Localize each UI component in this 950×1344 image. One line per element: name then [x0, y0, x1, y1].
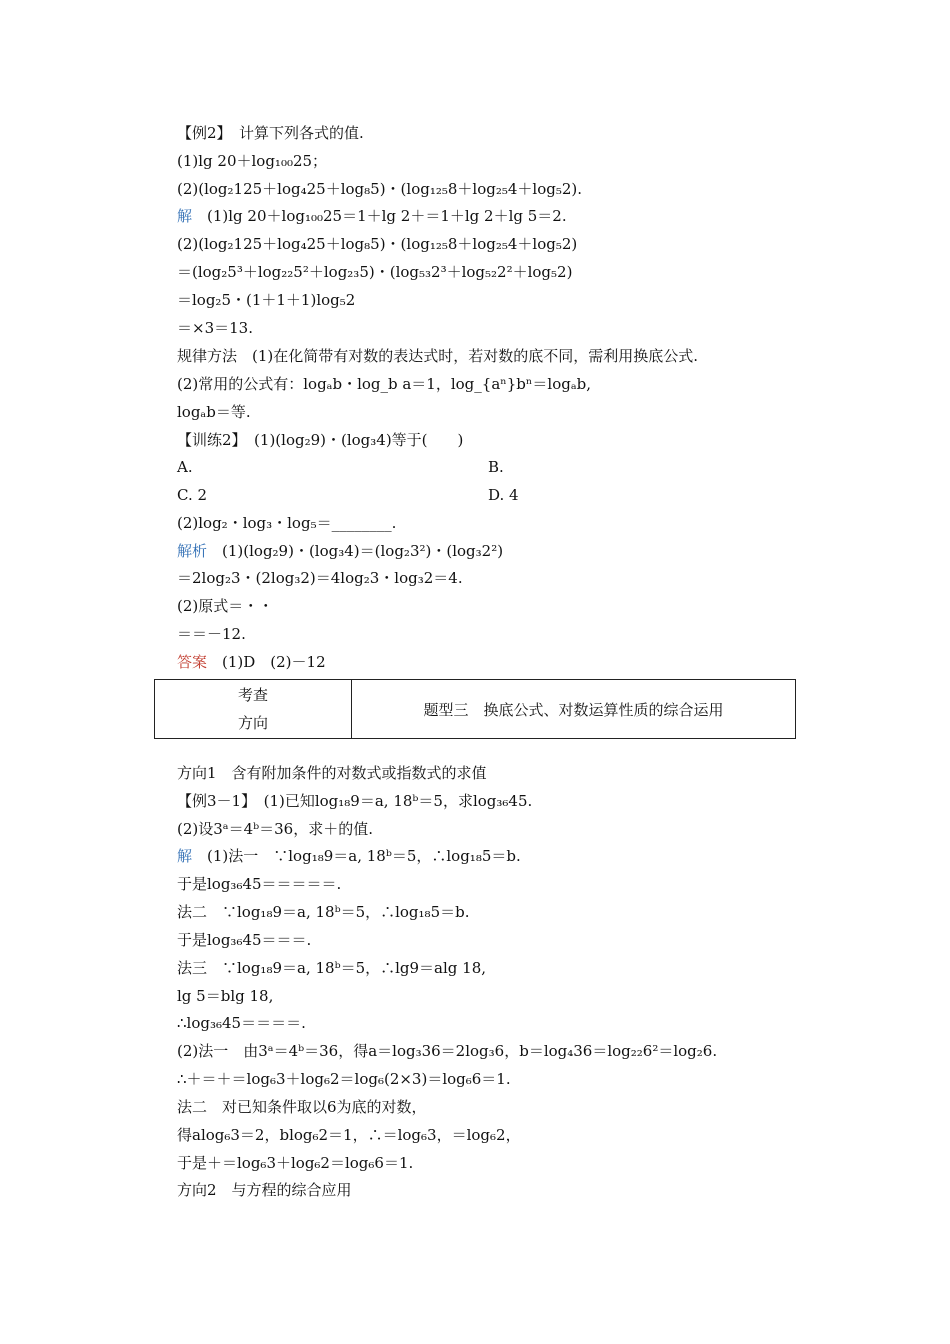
example-2-solution-2c: ＝log₂5・(1＋1＋1)log₅2 — [177, 291, 356, 309]
direction-1-heading: 方向1 含有附加条件的对数式或指数式的求值 — [177, 764, 487, 782]
example-2-solution-2a: (2)(log₂125＋log₄25＋log₈5)・(log₁₂₅8＋log₂₅4＋log₅2) — [177, 235, 578, 253]
option-d: D. 4 — [488, 486, 519, 504]
example-2-solution-2b: ＝(log₂5³＋log₂₂5²＋log₂₃5)・(log₅₃2³＋log₅₂2²＋log₅2) — [177, 263, 573, 281]
option-a: A. — [177, 458, 193, 476]
topic-direction-label-2: 方向 — [237, 714, 268, 732]
answer-label: 答案 — [177, 653, 208, 671]
example-3-1-question-2: (2)设3ᵃ＝4ᵇ＝36，求＋的值. — [177, 820, 373, 838]
example-3-1-solution-9: ∴＋＝＋＝log₆3＋log₆2＝log₆(2×3)＝log₆6＝1. — [177, 1070, 511, 1088]
direction-2-heading: 方向2 与方程的综合应用 — [177, 1181, 352, 1199]
option-b: B. — [488, 458, 504, 476]
example-2-solution-2d: ＝×3＝13. — [177, 319, 253, 337]
solution-text: (1)lg 20＋log₁₀₀25＝1＋lg 2＋＝1＋lg 2＋lg 5＝2. — [192, 207, 567, 225]
training-2-analysis-3: (2)原式＝・・ — [177, 597, 274, 615]
training-2-question-2: (2)log₂・log₃・log₅＝________. — [177, 514, 397, 532]
rule-method-2: (2)常用的公式有：logₐb・log_b a＝1，log_{aⁿ}bⁿ＝logₐb, — [177, 375, 591, 393]
example-2-heading: 【例2】 计算下列各式的值. — [177, 124, 364, 142]
rule-method-3: logₐb＝等. — [177, 403, 251, 421]
example-3-1-solution-12: 于是＋＝log₆3＋log₆2＝log₆6＝1. — [177, 1154, 414, 1172]
topic-direction-cell — [155, 680, 352, 739]
example-3-1-solution-4: 于是log₃₆45＝＝＝. — [177, 931, 312, 949]
example-3-1-solution-7: ∴log₃₆45＝＝＝＝. — [177, 1014, 306, 1032]
example-3-1-heading: 【例3－1】 (1)已知log₁₈9＝a, 18ᵇ＝5，求log₃₆45. — [177, 792, 533, 810]
example-2-question-2: (2)(log₂125＋log₄25＋log₈5)・(log₁₂₅8＋log₂₅4＋log₅2). — [177, 180, 583, 198]
answer-text: (1)D (2)－12 — [207, 653, 326, 671]
example-3-1-solution-3: 法二 ∵log₁₈9＝a, 18ᵇ＝5，∴log₁₈5＝b. — [177, 903, 470, 921]
topic-direction-label-1: 考查 — [237, 686, 268, 704]
training-2-analysis-2: ＝2log₂3・(2log₃2)＝4log₂3・log₃2＝4. — [177, 569, 463, 587]
solution-label-2: 解 — [177, 847, 193, 865]
rule-method-1: 规律方法 (1)在化简带有对数的表达式时，若对数的底不同，需利用换底公式. — [177, 347, 699, 365]
analysis-label: 解析 — [177, 542, 208, 560]
training-2-analysis-1 — [177, 541, 503, 561]
solution-label: 解 — [177, 207, 193, 225]
example-3-1-solution-1 — [177, 846, 521, 866]
solution-text-2: (1)法一 ∵log₁₈9＝a, 18ᵇ＝5，∴log₁₈5＝b. — [192, 847, 521, 865]
example-3-1-solution-5: 法三 ∵log₁₈9＝a, 18ᵇ＝5，∴lg9＝alg 18, — [177, 959, 487, 977]
example-3-1-solution-10: 法二 对已知条件取以6为底的对数， — [177, 1098, 427, 1116]
analysis-text: (1)(log₂9)・(log₃4)＝(log₂3²)・(log₃2²) — [207, 542, 504, 560]
training-2-analysis-4: ＝＝－12. — [177, 625, 246, 643]
topic-title-cell: 题型三 换底公式、对数运算性质的综合运用 — [352, 680, 796, 739]
example-2-solution-1 — [177, 206, 567, 226]
topic-table — [154, 679, 796, 739]
option-c: C. 2 — [177, 486, 208, 504]
example-3-1-solution-2: 于是log₃₆45＝＝＝＝＝. — [177, 875, 342, 893]
example-3-1-solution-11: 得alog₆3＝2，blog₆2＝1，∴＝log₆3，＝log₆2， — [177, 1126, 521, 1144]
example-3-1-solution-6: lg 5＝blg 18, — [177, 987, 274, 1005]
example-2-question-1: (1)lg 20＋log₁₀₀25； — [177, 152, 328, 170]
example-3-1-solution-8: (2)法一 由3ᵃ＝4ᵇ＝36，得a＝log₃36＝2log₃6，b＝log₄36＝log₂₂6²＝log₂6. — [177, 1042, 718, 1060]
training-2-heading: 【训练2】 (1)(log₂9)・(log₃4)等于( ) — [177, 431, 464, 449]
training-2-answer — [177, 652, 326, 672]
